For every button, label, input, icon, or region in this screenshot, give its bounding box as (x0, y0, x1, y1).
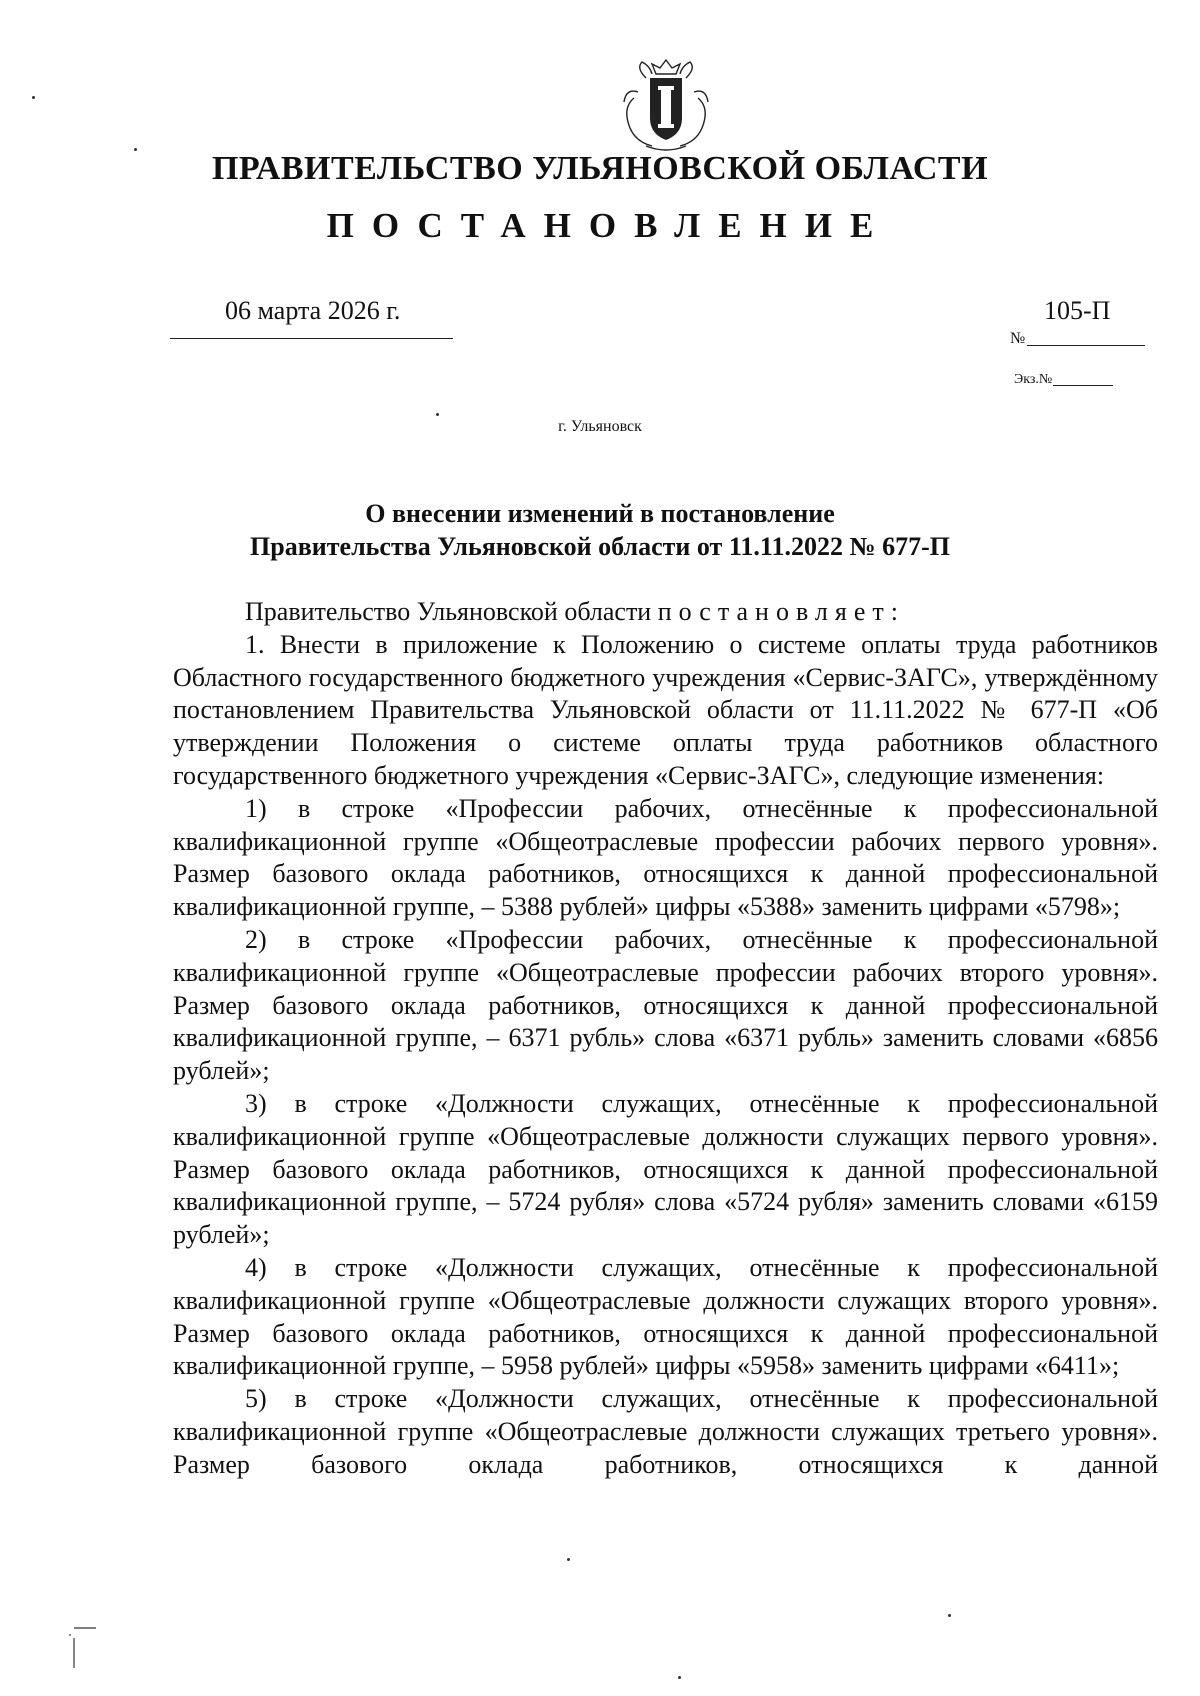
intro-prefix: Правительство Ульяновской области (245, 597, 658, 626)
document-title (0, 497, 1200, 563)
number-label: № (1010, 330, 1026, 347)
list-item-3: 3) в строке «Должности служащих, отнесённые к профессиональной квалификационной группе «Общеотраслевые должности служащих первого уровня». Размер базового оклада работников, относящихся к данной профессиональной квалификационной группе, – 5724 рубля» слова «5724 рубля» заменить словами «6159 рублей»; (173, 1088, 1158, 1250)
list-item-2: 2) в строке «Профессии рабочих, отнесённые к профессиональной квалификационной группе «Общеотраслевые профессии рабочих второго уровня». Размер базового оклада работников, относящихся к данной профессиональной квалификационной группе, – 6371 рубль» слова «6371 рубль» заменить словами «6856 рублей»; (173, 924, 1158, 1086)
city-line: г. Ульяновск (558, 418, 642, 435)
scan-speck (32, 96, 35, 99)
title-line-1: О внесении изменений в постановление (365, 499, 835, 528)
intro-suffix: : (890, 597, 898, 626)
scan-speck (678, 1676, 681, 1679)
scan-margin-mark (68, 1626, 98, 1670)
copy-number-underline (1053, 385, 1113, 386)
list-item-5: 5) в строке «Должности служащих, отнесённые к профессиональной квалификационной группе «Общеотраслевые должности служащих третьего уровня». Размер базового оклада работников, относящихся к данной (173, 1384, 1158, 1479)
document-date: 06 марта 2026 г. (225, 296, 401, 325)
coat-of-arms-icon (616, 58, 716, 154)
document-type-heading: ПОСТАНОВЛЕНИЕ (326, 206, 892, 245)
copy-number-label: Экз.№ (1014, 372, 1053, 387)
list-item-4: 4) в строке «Должности служащих, отнесённые к профессиональной квалификационной группе «Общеотраслевые должности служащих второго уровня». Размер базового оклада работников, относящихся к данной профессиональной квалификационной группе, – 5958 рублей» цифры «5958» заменить цифрами «6411»; (173, 1252, 1158, 1381)
title-line-2: Правительства Ульяновской области от 11.11.2022 № 677-П (250, 532, 950, 561)
scan-speck (567, 1558, 570, 1561)
document-body (173, 596, 1158, 1482)
intro-decree-word: постановляет (657, 597, 891, 626)
intro-paragraph (173, 596, 1158, 629)
organization-heading: ПРАВИТЕЛЬСТВО УЛЬЯНОВСКОЙ ОБЛАСТИ (211, 150, 989, 187)
date-underline (170, 338, 453, 339)
scan-speck (436, 413, 439, 416)
scan-speck (948, 1614, 951, 1617)
number-underline (1027, 345, 1145, 346)
list-item-1: 1) в строке «Профессии рабочих, отнесённые к профессиональной квалификационной группе «Общеотраслевые профессии рабочих первого уровня». Размер базового оклада работников, относящихся к данной профессиональной квалификационной группе, – 5388 рублей» цифры «5388» заменить цифрами «5798»; (173, 793, 1158, 922)
copy-number-field (1014, 372, 1113, 388)
date-field (170, 296, 455, 339)
paragraph-1: 1. Внести в приложение к Положению о системе оплаты труда работников Областного государственного бюджетного учреждения «Сервис-ЗАГС», утверждённому постановлением Правительства Ульяновской области от 11.11.2022 № 677-П «Об утверждении Положения о системе оплаты труда работников областного государственного бюджетного учреждения «Сервис-ЗАГС», следующие изменения: (173, 629, 1158, 790)
document-number: 105-П (1044, 296, 1111, 325)
number-field (1010, 296, 1160, 348)
scan-speck (134, 148, 137, 151)
